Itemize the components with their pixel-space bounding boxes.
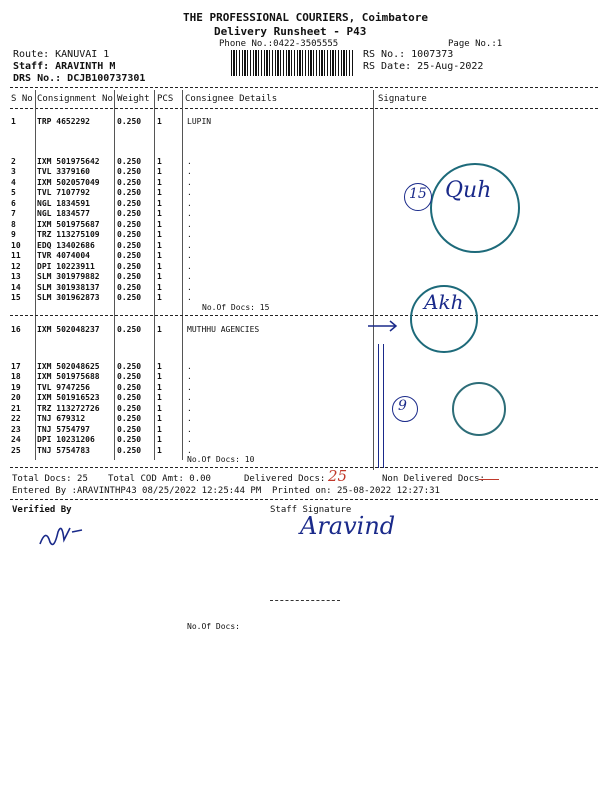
row-9-consignee: . (187, 230, 192, 239)
blank-doc-count: No.Of Docs: (187, 622, 240, 631)
row-13-consignee: . (187, 272, 192, 281)
staff: Staff: ARAVINTH M (13, 61, 116, 72)
row-20-sno: 20 (11, 393, 21, 402)
staff-signature-label: Staff Signature (270, 505, 352, 515)
row-16-wt: 0.250 (117, 325, 142, 334)
row-15-sno: 15 (11, 293, 21, 302)
row-21-cno: TRZ 113272726 (37, 404, 100, 413)
verifier-signature (36, 518, 86, 552)
row-4-wt: 0.250 (117, 178, 142, 187)
row-11-consignee: . (187, 251, 192, 260)
count-mark-9: 9 (398, 398, 407, 414)
receiver-signature-1: Quh (445, 178, 492, 203)
row-25-pcs: 1 (157, 446, 162, 455)
row-20-pcs: 1 (157, 393, 162, 402)
row-4-sno: 4 (11, 178, 16, 187)
staff-signature-handwritten: Aravind (300, 512, 396, 540)
row-8-wt: 0.250 (117, 220, 142, 229)
row-17-cno: IXM 502048625 (37, 362, 100, 371)
row-24-cno: DPI 10231206 (37, 435, 95, 444)
row-5-cno: TVL 7107792 (37, 188, 90, 197)
row-10-consignee: . (187, 241, 192, 250)
row-21-pcs: 1 (157, 404, 162, 413)
row-16-sno: 16 (11, 325, 21, 334)
bracket-mark (378, 344, 384, 468)
total-docs: Total Docs: 25 (12, 474, 88, 484)
row-11-cno: TVR 4074004 (37, 251, 90, 260)
row-12-wt: 0.250 (117, 262, 142, 271)
row-12-cno: DPI 10223911 (37, 262, 95, 271)
header-bottom-divider (10, 108, 598, 109)
phone-number: Phone No.:0422-3505555 (219, 39, 339, 49)
row-5-pcs: 1 (157, 188, 162, 197)
row-20-cno: IXM 501916523 (37, 393, 100, 402)
row-23-cno: TNJ 5754797 (37, 425, 90, 434)
row-19-consignee: . (187, 383, 192, 392)
route: Route: KANUVAI 1 (13, 49, 110, 60)
row-15-pcs: 1 (157, 293, 162, 302)
row-17-consignee: . (187, 362, 192, 371)
footer-divider (10, 499, 598, 500)
row-20-consignee: . (187, 393, 192, 402)
row-6-wt: 0.250 (117, 199, 142, 208)
non-delivered-docs: Non Delivered Docs: (382, 474, 485, 484)
row-14-cno: SLM 301938137 (37, 283, 100, 292)
row-6-pcs: 1 (157, 199, 162, 208)
row-8-cno: IXM 501975687 (37, 220, 100, 229)
rs-date: RS Date: 25-Aug-2022 (363, 61, 484, 72)
row-18-cno: IXM 501975688 (37, 372, 100, 381)
row-2-pcs: 1 (157, 157, 162, 166)
row-22-cno: TNJ 679312 (37, 414, 86, 423)
row-10-cno: EDQ 13402686 (37, 241, 95, 250)
row-1-weight: 0.250 (117, 117, 142, 126)
row-3-sno: 3 (11, 167, 16, 176)
row-20-wt: 0.250 (117, 393, 142, 402)
barcode (231, 50, 353, 76)
company-stamp (452, 382, 506, 436)
entered-by: Entered By :ARAVINTHP43 08/25/2022 12:25:44 PM (12, 486, 262, 496)
row-13-wt: 0.250 (117, 272, 142, 281)
row-14-sno: 14 (11, 283, 21, 292)
row-7-pcs: 1 (157, 209, 162, 218)
row-8-sno: 8 (11, 220, 16, 229)
row-22-consignee: . (187, 414, 192, 423)
row-9-pcs: 1 (157, 230, 162, 239)
row-6-consignee: . (187, 199, 192, 208)
row-7-wt: 0.250 (117, 209, 142, 218)
col-separator (182, 90, 183, 460)
col-weight: Weight (117, 94, 150, 104)
row-22-wt: 0.250 (117, 414, 142, 423)
row-3-wt: 0.250 (117, 167, 142, 176)
printed-on: Printed on: 25-08-2022 12:27:31 (272, 486, 440, 496)
row-6-cno: NGL 1834591 (37, 199, 90, 208)
col-consignee: Consignee Details (185, 94, 278, 104)
count-mark-15: 15 (409, 186, 427, 202)
row-13-pcs: 1 (157, 272, 162, 281)
row-14-consignee: . (187, 283, 192, 292)
total-cod: Total COD Amt: 0.00 (108, 474, 211, 484)
col-separator (35, 90, 36, 460)
row-12-sno: 12 (11, 262, 21, 271)
row-8-consignee: . (187, 220, 192, 229)
row-9-cno: TRZ 113275109 (37, 230, 100, 239)
row-2-wt: 0.250 (117, 157, 142, 166)
row-24-pcs: 1 (157, 435, 162, 444)
blank-divider (270, 600, 340, 601)
row-22-pcs: 1 (157, 414, 162, 423)
row-24-consignee: . (187, 435, 192, 444)
verified-by: Verified By (12, 505, 72, 515)
row-10-wt: 0.250 (117, 241, 142, 250)
row-8-pcs: 1 (157, 220, 162, 229)
rs-number: RS No.: 1007373 (363, 49, 454, 60)
page-number: Page No.:1 (448, 39, 503, 49)
row-21-consignee: . (187, 404, 192, 413)
row-23-pcs: 1 (157, 425, 162, 434)
row-13-sno: 13 (11, 272, 21, 281)
row-25-cno: TNJ 5754783 (37, 446, 90, 455)
row-23-wt: 0.250 (117, 425, 142, 434)
drs-number: DRS No.: DCJB100737301 (13, 73, 146, 84)
row-17-pcs: 1 (157, 362, 162, 371)
row-3-consignee: . (187, 167, 192, 176)
row-16-cno: IXM 502048237 (37, 325, 100, 334)
row-12-consignee: . (187, 262, 192, 271)
row-10-pcs: 1 (157, 241, 162, 250)
non-delivered-dash-mark (479, 479, 499, 480)
delivered-count-handwritten: 25 (328, 467, 348, 485)
row-16-pcs: 1 (157, 325, 162, 334)
row-21-wt: 0.250 (117, 404, 142, 413)
col-sno: S No (11, 94, 33, 104)
row-19-cno: TVL 9747256 (37, 383, 90, 392)
row-4-consignee: . (187, 178, 192, 187)
receiver-signature-2: Akh (424, 290, 464, 314)
row-11-pcs: 1 (157, 251, 162, 260)
row-15-consignee: . (187, 293, 192, 302)
row-15-cno: SLM 301962873 (37, 293, 100, 302)
row-23-sno: 23 (11, 425, 21, 434)
row-2-sno: 2 (11, 157, 16, 166)
group2-doc-count: No.Of Docs: 10 (187, 455, 255, 464)
col-pcs: PCS (157, 94, 174, 104)
row-18-consignee: . (187, 372, 192, 381)
row-25-consignee: . (187, 446, 192, 455)
row-17-wt: 0.250 (117, 362, 142, 371)
col-separator (114, 90, 115, 460)
group1-doc-count: No.Of Docs: 15 (202, 303, 270, 312)
row-10-sno: 10 (11, 241, 21, 250)
row-17-sno: 17 (11, 362, 21, 371)
row-1-pcs: 1 (157, 117, 162, 126)
row-9-wt: 0.250 (117, 230, 142, 239)
row-16-consignee: MUTHHU AGENCIES (187, 325, 260, 334)
group2-divider (10, 467, 598, 468)
col-separator (373, 90, 374, 470)
row-6-sno: 6 (11, 199, 16, 208)
col-consignment: Consignment No (37, 94, 113, 104)
header-top-divider (10, 87, 598, 88)
row-23-consignee: . (187, 425, 192, 434)
row-1-sno: 1 (11, 117, 16, 126)
row-18-pcs: 1 (157, 372, 162, 381)
row-14-wt: 0.250 (117, 283, 142, 292)
row-7-cno: NGL 1834577 (37, 209, 90, 218)
row-1-consignment: TRP 4652292 (37, 117, 90, 126)
row-12-pcs: 1 (157, 262, 162, 271)
row-5-sno: 5 (11, 188, 16, 197)
row-19-wt: 0.250 (117, 383, 142, 392)
row-2-consignee: . (187, 157, 192, 166)
row-19-sno: 19 (11, 383, 21, 392)
company-name: THE PROFESSIONAL COURIERS, Coimbatore (183, 11, 429, 24)
row-4-pcs: 1 (157, 178, 162, 187)
row-11-wt: 0.250 (117, 251, 142, 260)
row-24-sno: 24 (11, 435, 21, 444)
document-title: Delivery Runsheet - P43 (214, 25, 367, 38)
delivered-docs: Delivered Docs: (244, 474, 326, 484)
row-18-sno: 18 (11, 372, 21, 381)
row-4-cno: IXM 502057049 (37, 178, 100, 187)
row-9-sno: 9 (11, 230, 16, 239)
row-7-sno: 7 (11, 209, 16, 218)
row-25-wt: 0.250 (117, 446, 142, 455)
row-21-sno: 21 (11, 404, 21, 413)
row-15-wt: 0.250 (117, 293, 142, 302)
row-2-cno: IXM 501975642 (37, 157, 100, 166)
company-stamp (430, 163, 520, 253)
group1-divider (10, 315, 598, 316)
row-3-pcs: 1 (157, 167, 162, 176)
row-14-pcs: 1 (157, 283, 162, 292)
row-22-sno: 22 (11, 414, 21, 423)
col-signature: Signature (378, 94, 427, 104)
row-25-sno: 25 (11, 446, 21, 455)
arrow-icon (366, 318, 402, 334)
row-19-pcs: 1 (157, 383, 162, 392)
row-3-cno: TVL 3379160 (37, 167, 90, 176)
row-1-consignee: LUPIN (187, 117, 212, 126)
row-24-wt: 0.250 (117, 435, 142, 444)
row-5-consignee: . (187, 188, 192, 197)
row-5-wt: 0.250 (117, 188, 142, 197)
row-13-cno: SLM 301979882 (37, 272, 100, 281)
row-11-sno: 11 (11, 251, 21, 260)
row-18-wt: 0.250 (117, 372, 142, 381)
col-separator (154, 90, 155, 460)
row-7-consignee: . (187, 209, 192, 218)
